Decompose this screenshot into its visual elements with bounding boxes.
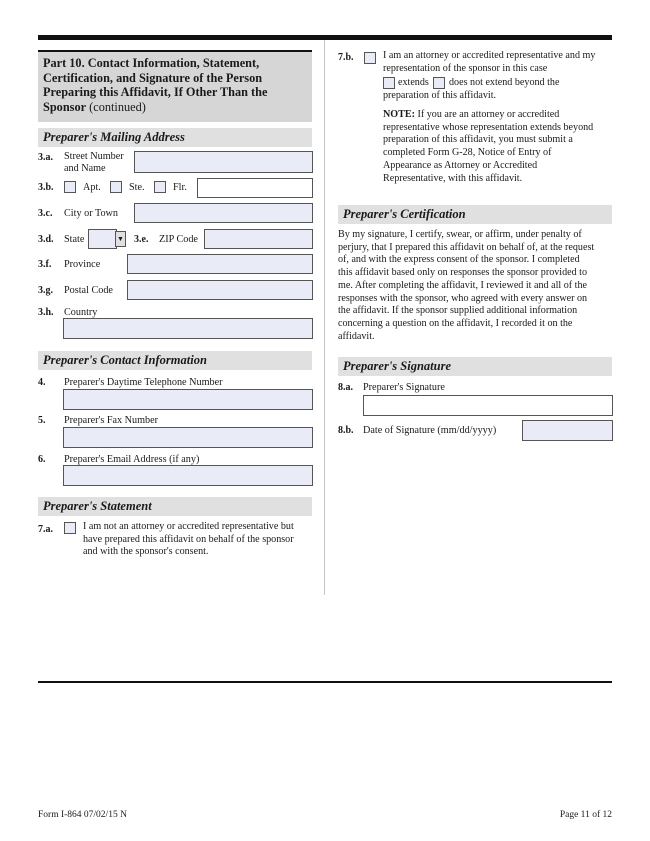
fax-number-label: 5. <box>38 415 46 426</box>
top-rule <box>38 35 612 40</box>
not-extend-checkbox[interactable] <box>433 77 445 89</box>
country-label: Country <box>64 307 98 318</box>
note-line: Appearance as Attorney or Accredited <box>383 159 538 171</box>
cert-line: perjury, that I prepared this affidavit on behalf of, at the request <box>338 241 595 253</box>
part-heading <box>38 50 312 122</box>
street-label-2: and Name <box>64 163 106 174</box>
phone-number-label: 4. <box>38 377 46 388</box>
zip-number-label: 3.e. <box>134 234 149 245</box>
page-number: Page 11 of 12 <box>559 810 612 820</box>
mailing-heading: Preparer's Mailing Address <box>38 128 312 147</box>
cert-line: responses with the sponsor, who agreed with every answer on <box>338 292 588 304</box>
email-input[interactable] <box>63 465 313 486</box>
date-label: Date of Signature (mm/dd/yyyy) <box>363 425 497 436</box>
contact-heading: Preparer's Contact Information <box>38 351 312 370</box>
note-line: representative whose representation extends beyond <box>383 121 594 133</box>
fax-input[interactable] <box>63 427 313 448</box>
stmt-a-number: 7.a. <box>38 524 53 535</box>
signature-heading: Preparer's Signature <box>338 357 612 376</box>
cert-line: the affidavit. If the sponsor supplied additional information <box>338 305 578 317</box>
apt-label: Apt. <box>83 182 101 193</box>
stmt-a-text <box>83 521 313 559</box>
certification-text <box>338 229 615 343</box>
email-number-label: 6. <box>38 454 46 465</box>
sig-number: 8.a. <box>338 382 353 393</box>
phone-input[interactable] <box>63 389 313 410</box>
date-number: 8.b. <box>338 425 354 436</box>
extends-checkbox[interactable] <box>383 77 395 89</box>
stmt-b-checkbox[interactable] <box>364 52 376 64</box>
note-line: completed Form G-28, Notice of Entry of <box>383 147 552 159</box>
state-label: State <box>64 234 85 245</box>
bottom-rule <box>38 681 612 683</box>
cert-line: affidavit. <box>338 330 375 342</box>
country-input[interactable] <box>63 318 313 339</box>
country-number-label: 3.h. <box>38 307 54 318</box>
phone-label: Preparer's Daytime Telephone Number <box>64 377 223 388</box>
note-line: preparation of this affidavit, you must submit a <box>383 134 573 146</box>
zip-label: ZIP Code <box>159 234 198 245</box>
stmt-b-line: representation of the sponsor in this case <box>383 62 548 74</box>
city-input[interactable] <box>134 203 313 223</box>
postal-input[interactable] <box>127 280 313 300</box>
note-text <box>383 109 615 185</box>
province-input[interactable] <box>127 254 313 274</box>
province-number-label: 3.f. <box>38 259 52 270</box>
state-number-label: 3.d. <box>38 234 54 245</box>
prep-line: preparation of this affidavit. <box>383 90 497 101</box>
city-label: City or Town <box>64 208 119 219</box>
street-number-label: 3.a. <box>38 152 53 163</box>
stmt-a-checkbox[interactable] <box>64 522 76 534</box>
extends-label: extends <box>398 77 429 88</box>
state-select[interactable] <box>88 229 117 249</box>
cert-line: concerning a question on the affidavit, I recorded it on the <box>338 317 573 329</box>
province-label: Province <box>64 259 101 270</box>
unit-number-input[interactable] <box>197 178 313 198</box>
date-input[interactable] <box>522 420 613 441</box>
postal-number-label: 3.g. <box>38 285 53 296</box>
statement-heading: Preparer's Statement <box>38 497 312 516</box>
email-label: Preparer's Email Address (if any) <box>64 454 200 465</box>
part-suffix: (continued) <box>86 99 146 114</box>
flr-label: Flr. <box>173 182 187 193</box>
stmt-a-line: I am not an attorney or accredited representative but <box>83 521 294 532</box>
form-id: Form I-864 07/02/15 N <box>38 810 127 820</box>
ste-checkbox[interactable] <box>110 181 122 193</box>
not-extend-label: does not extend beyond the <box>449 77 560 88</box>
stmt-a-line: have prepared this affidavit on behalf of the sponsor <box>83 533 294 545</box>
column-divider <box>324 40 325 595</box>
part-title: Part 10. Contact Information, Statement, Certification, and Signature of the Person Preparing this Affidavit, If Other Than the Sponsor <box>43 56 268 114</box>
note-line: If you are an attorney or accredited <box>414 109 560 120</box>
stmt-a-line: and with the sponsor's consent. <box>83 546 209 558</box>
stmt-b-text <box>383 50 613 75</box>
apt-checkbox[interactable] <box>64 181 76 193</box>
city-number-label: 3.c. <box>38 208 53 219</box>
note-label: NOTE: <box>383 109 415 120</box>
cert-line: of, and with the express consent of the sponsor. I completed <box>338 254 580 266</box>
stmt-b-number: 7.b. <box>338 52 354 63</box>
zip-input[interactable] <box>204 229 313 249</box>
ste-label: Ste. <box>129 182 145 193</box>
postal-label: Postal Code <box>64 285 113 296</box>
stmt-b-line: I am an attorney or accredited representative and my <box>383 50 596 61</box>
note-line: Representative, with this affidavit. <box>383 172 523 184</box>
cert-line: this affidavit based only on responses the sponsor provided to <box>338 267 588 279</box>
fax-label: Preparer's Fax Number <box>64 415 159 426</box>
flr-checkbox[interactable] <box>154 181 166 193</box>
cert-line: me. After completing the affidavit, I reviewed it and all of the <box>338 279 587 291</box>
signature-input[interactable] <box>363 395 613 416</box>
sig-label: Preparer's Signature <box>363 382 445 393</box>
street-input[interactable] <box>134 151 313 173</box>
chevron-down-icon[interactable]: ▼ <box>115 231 126 247</box>
unit-number-label: 3.b. <box>38 182 54 193</box>
street-label-1: Street Number <box>64 151 124 162</box>
certification-heading: Preparer's Certification <box>338 205 612 224</box>
cert-line: By my signature, I certify, swear, or affirm, under penalty of <box>338 229 582 240</box>
